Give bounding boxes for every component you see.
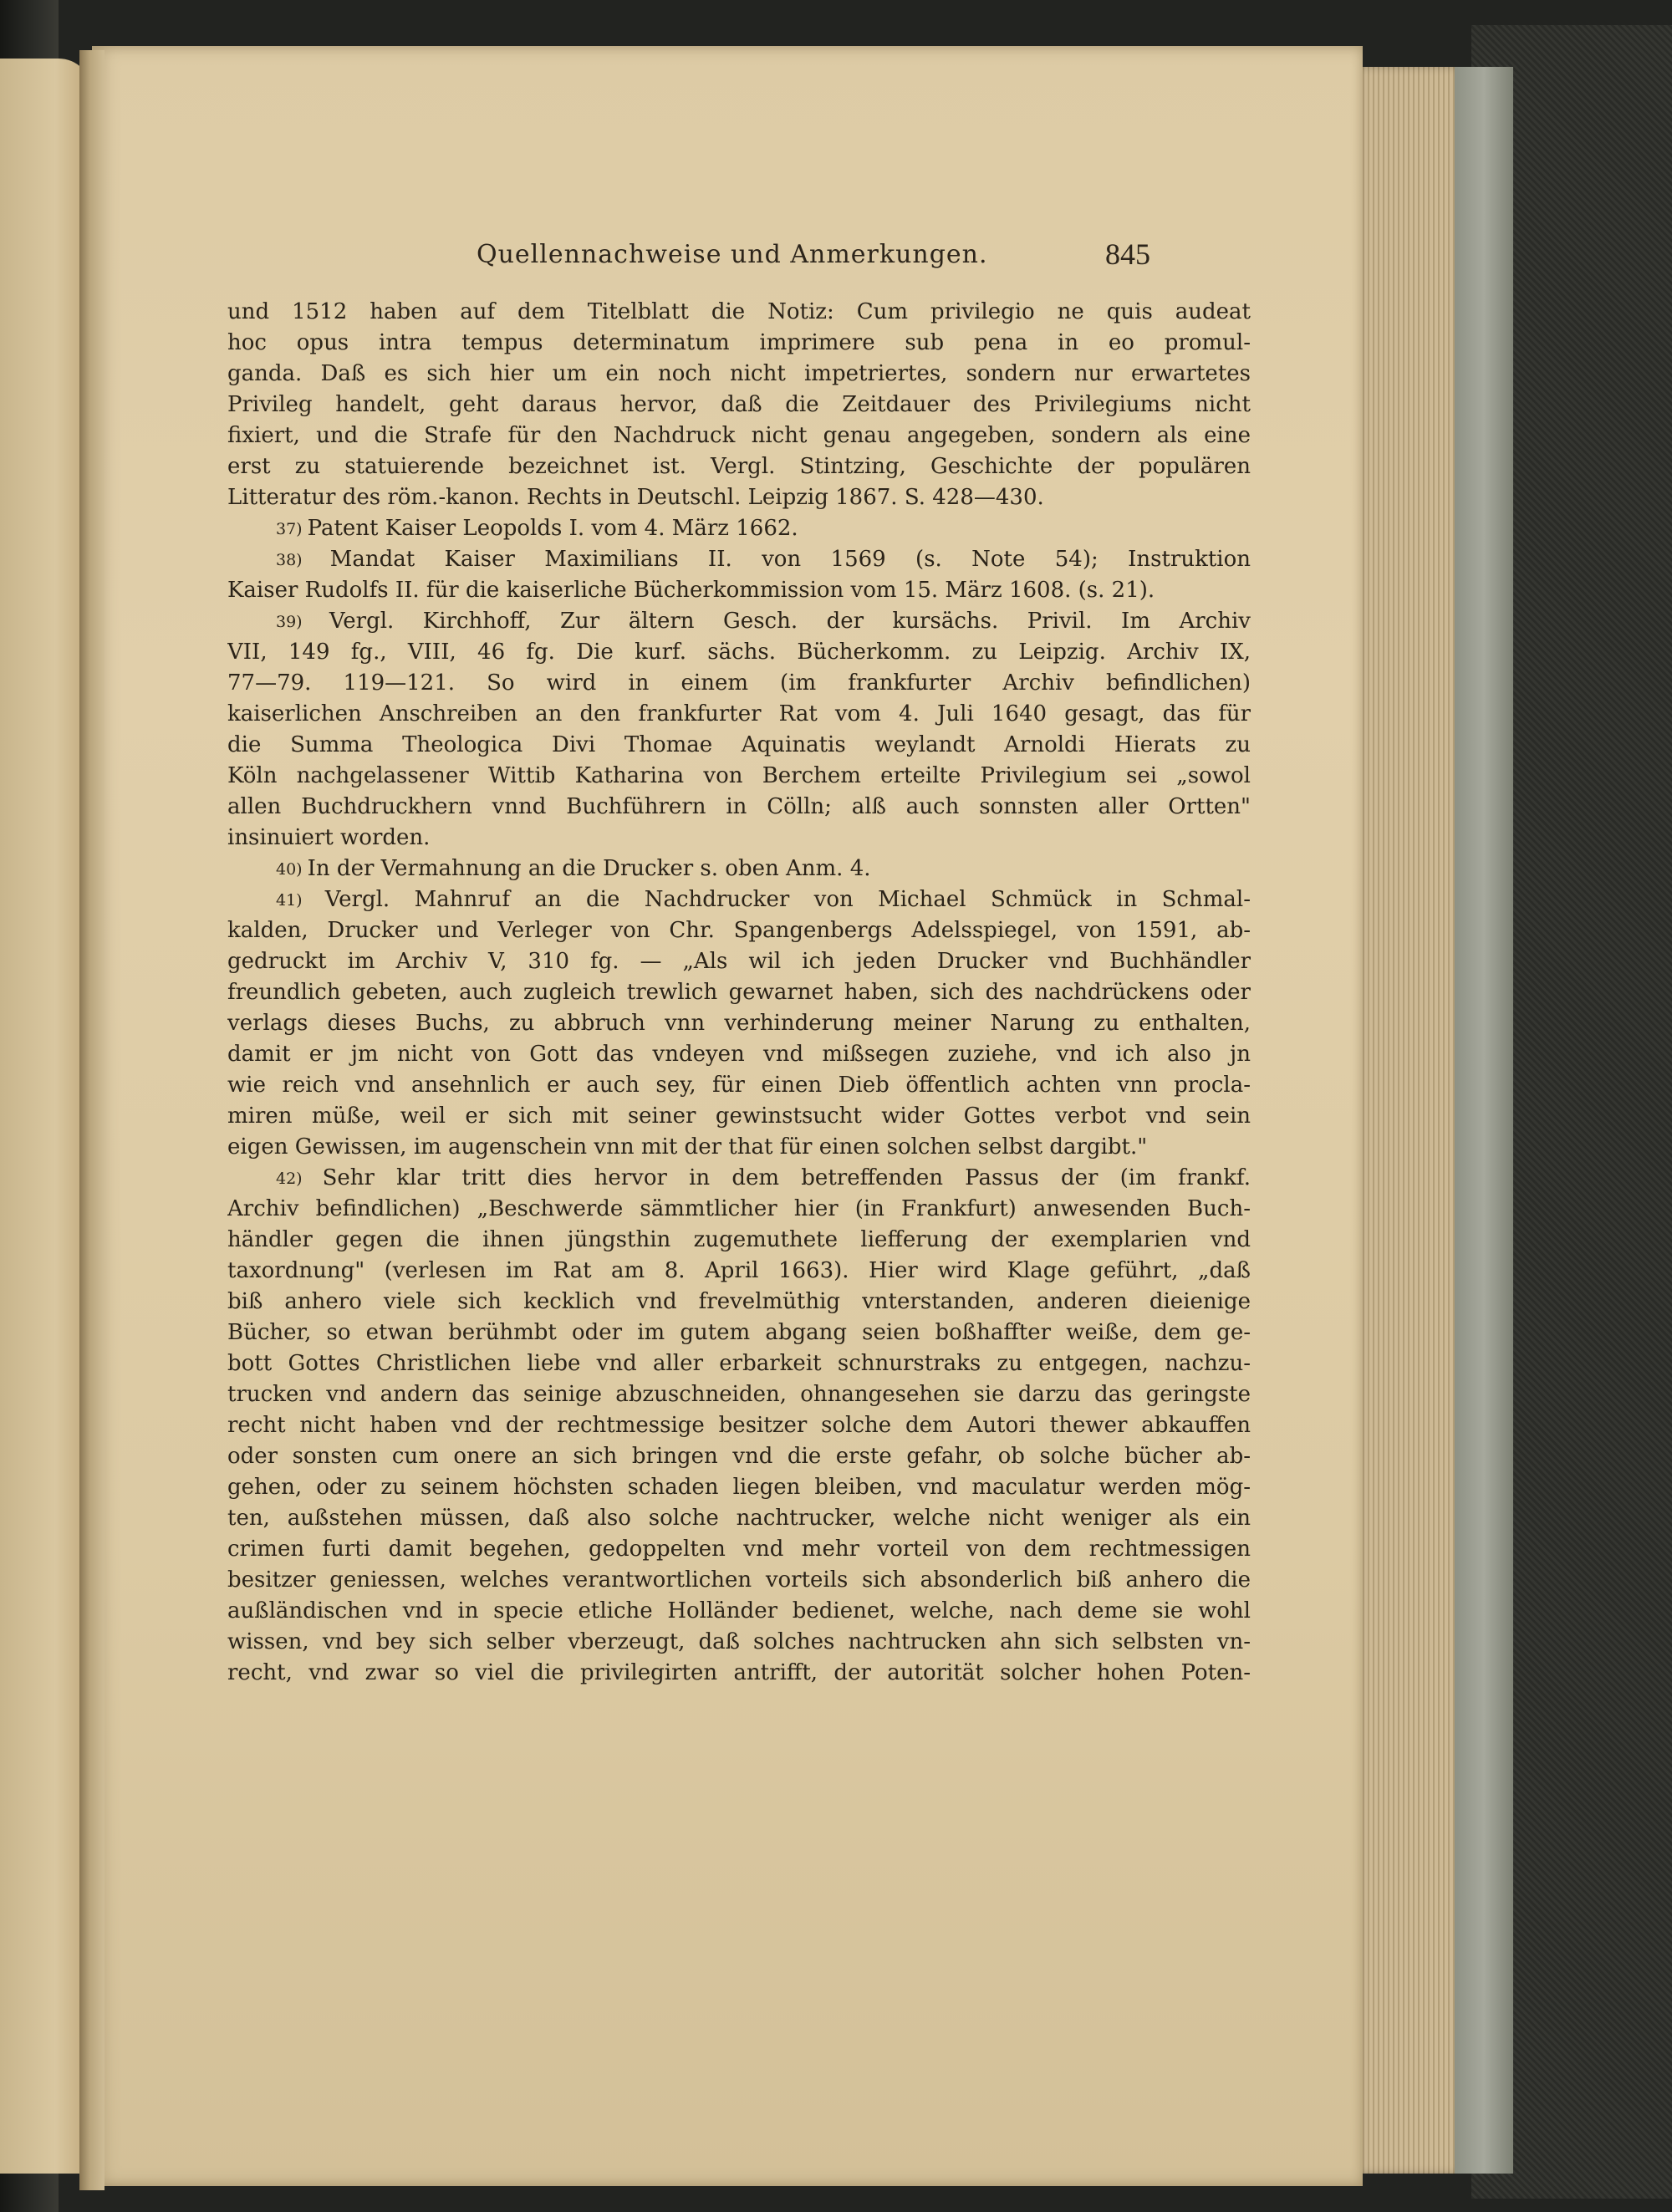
text-line bbox=[227, 946, 1251, 977]
text-line bbox=[227, 297, 1251, 328]
line-text: Vergl. Mahnruf an die Nachdrucker von Michael Schmück in Schmal- bbox=[324, 887, 1251, 912]
line-text: Bücher, so etwan berühmbt oder im gutem abgang seien boßhaffter weiße, dem ge- bbox=[227, 1320, 1251, 1345]
text-line bbox=[227, 1008, 1251, 1039]
text-line bbox=[227, 730, 1251, 761]
page-text bbox=[227, 297, 1251, 1689]
text-line bbox=[227, 1565, 1251, 1596]
line-text: wie reich vnd ansehnlich er auch sey, für einen Dieb öffentlich achten vnn procla- bbox=[227, 1073, 1251, 1098]
line-text: Mandat Kaiser Maximilians II. von 1569 (s. Note 54); Instruktion bbox=[329, 547, 1251, 572]
line-text: bott Gottes Christlichen liebe vnd aller erbarkeit schnurstraks zu entgegen, nachzu- bbox=[227, 1351, 1251, 1376]
line-text: besitzer geniessen, welches verantwortlichen vorteils sich absonderlich biß anhero die bbox=[227, 1567, 1251, 1593]
line-text: insinuiert worden. bbox=[227, 825, 431, 850]
line-text: die Summa Theologica Divi Thomae Aquinatis weylandt Arnoldi Hierats zu bbox=[227, 732, 1251, 757]
footnote-number: 39) bbox=[276, 613, 329, 631]
text-line bbox=[227, 1287, 1251, 1318]
left-page-edge bbox=[0, 59, 92, 2174]
text-line bbox=[227, 390, 1251, 420]
text-line bbox=[227, 1534, 1251, 1565]
text-line bbox=[227, 328, 1251, 359]
text-line bbox=[227, 1472, 1251, 1503]
text-line bbox=[227, 1410, 1251, 1441]
line-text: kaiserlichen Anschreiben an den frankfurter Rat vom 4. Juli 1640 gesagt, das für bbox=[227, 701, 1251, 726]
page-edges bbox=[1354, 67, 1455, 2174]
text-line bbox=[227, 1194, 1251, 1225]
text-line bbox=[227, 451, 1251, 482]
text-line bbox=[227, 1596, 1251, 1627]
text-line bbox=[227, 1379, 1251, 1410]
text-line bbox=[227, 637, 1251, 668]
line-text: Vergl. Kirchhoff, Zur ältern Gesch. der kursächs. Privil. Im Archiv bbox=[329, 609, 1251, 634]
line-text: Köln nachgelassener Wittib Katharina von Berchem erteilte Privilegium sei „sowol bbox=[227, 763, 1251, 788]
text-line bbox=[227, 482, 1251, 513]
line-text: VII, 149 fg., VIII, 46 fg. Die kurf. sächs. Bücherkomm. zu Leipzig. Archiv IX, bbox=[227, 640, 1251, 665]
footnote-start-line bbox=[227, 513, 1251, 544]
text-line bbox=[227, 1658, 1251, 1689]
line-text: crimen furti damit begehen, gedoppelten vnd mehr vorteil von dem rechtmessigen bbox=[227, 1537, 1251, 1562]
line-text: Archiv befindlichen) „Beschwerde sämmtlicher hier (in Frankfurt) anwesenden Buch- bbox=[227, 1196, 1251, 1221]
text-line bbox=[227, 823, 1251, 854]
line-text: recht nicht haben vnd der rechtmessige besitzer solche dem Autori thewer abkauffen bbox=[227, 1413, 1251, 1438]
page-number: 845 bbox=[1105, 237, 1150, 271]
footnote-start-line bbox=[227, 884, 1251, 915]
text-line bbox=[227, 575, 1251, 606]
text-line bbox=[227, 1503, 1251, 1534]
line-text: In der Vermahnung an die Drucker s. oben Anm. 4. bbox=[307, 856, 871, 881]
line-text: 77—79. 119—121. So wird in einem (im frankfurter Archiv befindlichen) bbox=[227, 670, 1251, 696]
line-text: damit er jm nicht von Gott das vndeyen vnd mißsegen zuziehe, vnd ich also jn bbox=[227, 1042, 1251, 1067]
line-text: händler gegen die ihnen jüngsthin zugemuthete liefferung der exemplarien vnd bbox=[227, 1227, 1251, 1252]
line-text: Sehr klar tritt dies hervor in dem betreffenden Passus der (im frankf. bbox=[322, 1165, 1251, 1190]
text-line bbox=[227, 1256, 1251, 1287]
text-line bbox=[227, 1627, 1251, 1658]
footnote-start-line bbox=[227, 544, 1251, 575]
footnote-start-line bbox=[227, 606, 1251, 637]
book-page bbox=[92, 46, 1363, 2186]
text-line bbox=[227, 792, 1251, 823]
line-text: Litteratur des röm.-kanon. Rechts in Deutschl. Leipzig 1867. S. 428—430. bbox=[227, 485, 1044, 510]
text-line bbox=[227, 1318, 1251, 1348]
gutter bbox=[79, 50, 104, 2190]
footnote-number: 37) bbox=[276, 520, 308, 538]
line-text: allen Buchdruckhern vnnd Buchführern in Cölln; alß auch sonnsten aller Ortten" bbox=[227, 794, 1251, 819]
text-line bbox=[227, 699, 1251, 730]
line-text: verlags dieses Buchs, zu abbruch vnn verhinderung meiner Narung zu enthalten, bbox=[227, 1011, 1251, 1036]
line-text: oder sonsten cum onere an sich bringen vnd die erste gefahr, ob solche bücher ab- bbox=[227, 1444, 1251, 1469]
text-line bbox=[227, 1225, 1251, 1256]
line-text: und 1512 haben auf dem Titelblatt die Notiz: Cum privilegio ne quis audeat bbox=[227, 299, 1251, 324]
footnote-number: 41) bbox=[276, 891, 325, 910]
footnote-start-line bbox=[227, 1163, 1251, 1194]
line-text: kalden, Drucker und Verleger von Chr. Spangenbergs Adelsspiegel, von 1591, ab- bbox=[227, 918, 1251, 943]
text-line bbox=[227, 1101, 1251, 1132]
text-line bbox=[227, 761, 1251, 792]
line-text: außländischen vnd in specie etliche Holländer bedienet, welche, nach deme sie wohl bbox=[227, 1598, 1251, 1623]
endpaper bbox=[1455, 67, 1513, 2174]
line-text: ganda. Daß es sich hier um ein noch nicht impetriertes, sondern nur erwartetes bbox=[227, 361, 1251, 386]
footnote-number: 42) bbox=[276, 1170, 323, 1188]
line-text: trucken vnd andern das seinige abzuschneiden, ohnangesehen sie darzu das geringste bbox=[227, 1382, 1251, 1407]
line-text: erst zu statuierende bezeichnet ist. Vergl. Stintzing, Geschichte der populären bbox=[227, 454, 1251, 479]
text-line bbox=[227, 668, 1251, 699]
line-text: freundlich gebeten, auch zugleich trewlich gewarnet haben, sich des nachdrückens oder bbox=[227, 980, 1251, 1005]
text-line bbox=[227, 359, 1251, 390]
running-head: Quellennachweise und Anmerkungen. bbox=[477, 240, 988, 269]
text-line bbox=[227, 1070, 1251, 1101]
line-text: taxordnung" (verlesen im Rat am 8. April 1663). Hier wird Klage geführt, „daß bbox=[227, 1258, 1251, 1283]
line-text: gedruckt im Archiv V, 310 fg. — „Als wil ich jeden Drucker vnd Buchhändler bbox=[227, 949, 1251, 974]
text-line bbox=[227, 1348, 1251, 1379]
line-text: wissen, vnd bey sich selber vberzeugt, daß solches nachtrucken ahn sich selbsten vn- bbox=[227, 1629, 1251, 1654]
footnote-number: 40) bbox=[276, 860, 308, 879]
line-text: Privileg handelt, geht daraus hervor, daß die Zeitdauer des Privilegiums nicht bbox=[227, 392, 1251, 417]
line-text: biß anhero viele sich kecklich vnd frevelmüthig vnterstanden, anderen dieienige bbox=[227, 1289, 1251, 1314]
line-text: miren müße, weil er sich mit seiner gewinstsucht wider Gottes verbot vnd sein bbox=[227, 1103, 1251, 1129]
line-text: fixiert, und die Strafe für den Nachdruck nicht genau angegeben, sondern als eine bbox=[227, 423, 1251, 448]
text-line bbox=[227, 977, 1251, 1008]
text-line bbox=[227, 1441, 1251, 1472]
footnote-number: 38) bbox=[276, 551, 330, 569]
line-text: Kaiser Rudolfs II. für die kaiserliche Bücherkommission vom 15. März 1608. (s. 21). bbox=[227, 578, 1155, 603]
line-text: eigen Gewissen, im augenschein vnn mit der that für einen solchen selbst dargibt." bbox=[227, 1134, 1148, 1160]
text-line bbox=[227, 915, 1251, 946]
line-text: ten, außstehen müssen, daß also solche nachtrucker, welche nicht weniger als ein bbox=[227, 1506, 1251, 1531]
text-line bbox=[227, 1039, 1251, 1070]
line-text: recht, vnd zwar so viel die privilegirten antrifft, der autorität solcher hohen Poten- bbox=[227, 1660, 1251, 1685]
footnote-start-line bbox=[227, 854, 1251, 884]
line-text: gehen, oder zu seinem höchsten schaden liegen bleiben, vnd maculatur werden mög- bbox=[227, 1475, 1251, 1500]
line-text: hoc opus intra tempus determinatum imprimere sub pena in eo promul- bbox=[227, 330, 1251, 355]
text-line bbox=[227, 1132, 1251, 1163]
text-line bbox=[227, 420, 1251, 451]
line-text: Patent Kaiser Leopolds I. vom 4. März 1662. bbox=[307, 516, 798, 541]
